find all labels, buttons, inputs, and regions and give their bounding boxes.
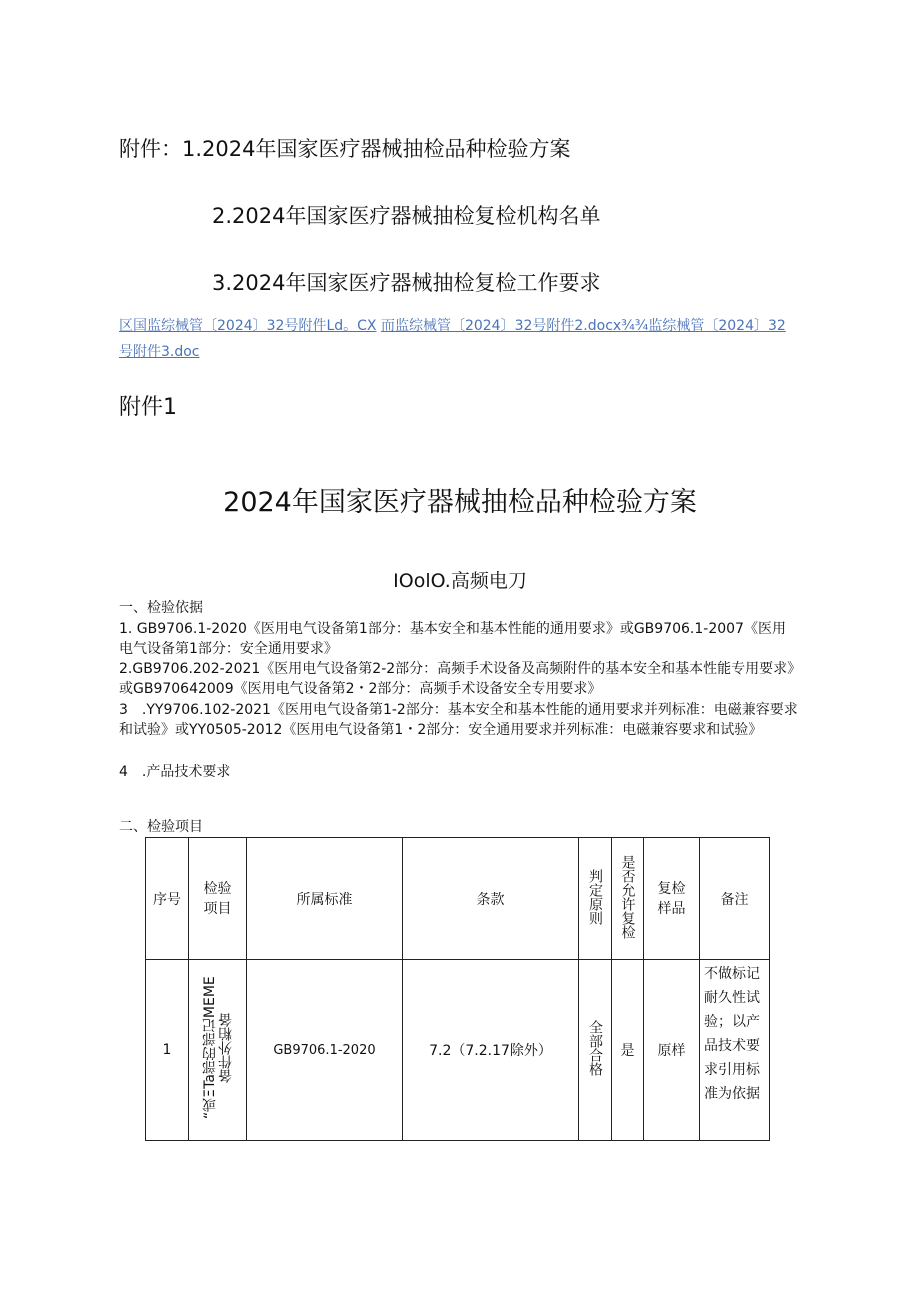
header-seq: 序号 — [146, 838, 189, 960]
header-remark: 备注 — [700, 838, 770, 960]
basis-item-1: 1. GB9706.1-2020《医用电气设备第1部分：基本安全和基本性能的通用要求》或GB9706.1-2007《医用电气设备第1部分：安全通用要求》 — [119, 621, 786, 657]
row1-standard: GB9706.1-2020 — [247, 960, 403, 1141]
attachment-list-line-3: 3.2024年国家医疗器械抽检复检工作要求 — [212, 271, 601, 295]
row1-remark: 不做标记耐久性试验；以产品技术要求引用标准为依据 — [700, 960, 770, 1141]
attachment-list-line-1: 附件：1.2024年国家医疗器械抽检品种检验方案 — [119, 137, 571, 161]
section-items-heading: 二、检验项目 — [119, 819, 203, 835]
file-links — [119, 313, 799, 365]
row1-clause: 7.2（7.2.17除外） — [403, 960, 579, 1141]
product-title: IOolO.高频电刀 — [393, 570, 527, 592]
basis-item-3: 3 .YY9706.102-2021《医用电气设备第1-2部分：基本安全和基本性能的通用要求并列标准：电磁兼容要求和试验》或YY0505-2012《医用电气设备第1・2部分：安全通用要求并列标准：电磁兼容要求和试验》 — [119, 702, 798, 738]
header-clause: 条款 — [403, 838, 579, 960]
row1-sample: 原样 — [644, 960, 700, 1141]
row1-recheck: 是 — [612, 960, 644, 1141]
header-sample: 复检样品 — [644, 838, 700, 960]
basis-item-2: 2.GB9706.202-2021《医用电气设备第2-2部分：高频手术设备及高频附件的基本安全和基本性能专用要求》或GB970642009《医用电气设备第2・2部分：高频手术设备安全专用要求》 — [119, 661, 795, 697]
section-basis-heading: 一、检验依据 — [119, 600, 203, 616]
document-title: 2024年国家医疗器械抽检品种检验方案 — [223, 487, 697, 518]
basis-item-4: 4 .产品技术要求 — [119, 764, 231, 780]
attachment-heading: 附件1 — [119, 395, 177, 420]
inspection-items-table — [145, 837, 770, 1141]
header-recheck: 是否允许复检 — [612, 838, 644, 960]
file-link-3[interactable]: ¾¾监综械管〔2024〕32号附件3.doc — [119, 318, 786, 360]
header-judge: 判定原则 — [579, 838, 612, 960]
row1-seq: 1 — [146, 960, 189, 1141]
file-link-2[interactable]: 而监综械管〔2024〕32号附件2.docx — [380, 318, 622, 334]
table-header-row — [146, 838, 770, 960]
header-item: 检验项目 — [189, 838, 247, 960]
header-standard: 所属标准 — [247, 838, 403, 960]
row1-judge: 全部合格 — [579, 960, 612, 1141]
table-row — [146, 960, 770, 1141]
row1-item: “或ΞTa部的部记MEME备件外粕备 — [189, 960, 247, 1141]
file-link-1[interactable]: 区国监综械管〔2024〕32号附件Ld。CX — [119, 318, 377, 334]
attachment-list-line-2: 2.2024年国家医疗器械抽检复检机构名单 — [212, 204, 601, 228]
